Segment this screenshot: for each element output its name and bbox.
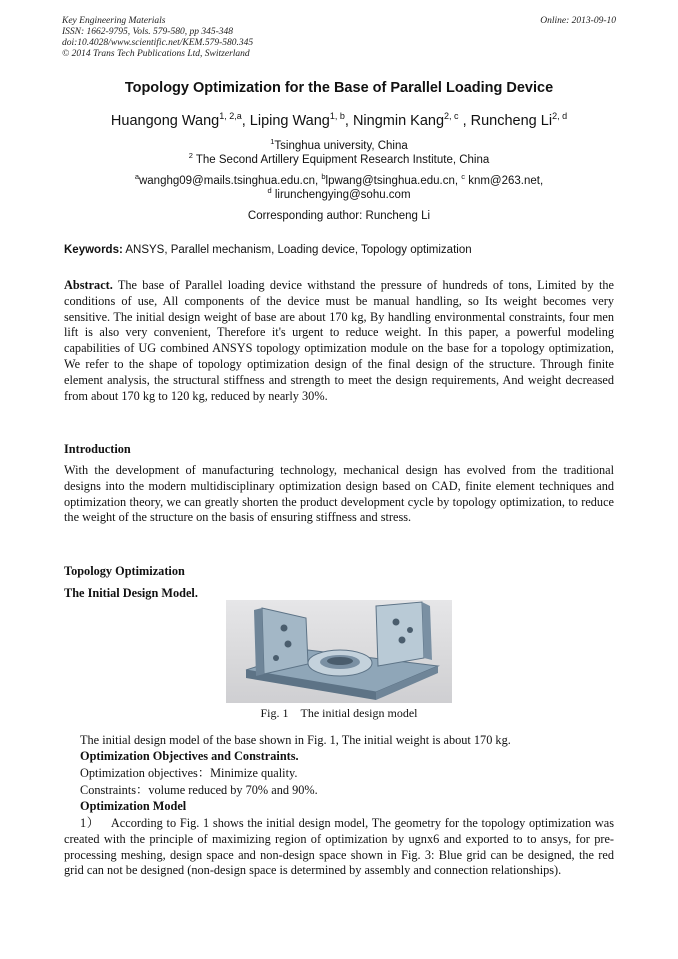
figure-caption: Fig. 1 The initial design model: [260, 706, 418, 720]
author-sup: 2, d: [552, 111, 568, 121]
author-name: Huangong Wang: [110, 113, 220, 129]
aff-sup: 2: [188, 151, 193, 160]
online-date: Online: 2013-09-10: [540, 16, 616, 26]
author-sup: 1, b: [329, 111, 345, 121]
journal-info: [62, 16, 253, 60]
objectives-text: Optimization objectives：Minimize quality.: [80, 766, 298, 780]
right-wall: [376, 602, 424, 666]
email-sup: b: [321, 172, 326, 181]
email-line-1: [0, 174, 678, 188]
journal-name: Key Engineering Materials: [62, 16, 166, 26]
model-render: [226, 600, 452, 703]
abstract-label: Abstract.: [64, 278, 113, 292]
author-name: , Runcheng Li: [458, 113, 553, 129]
email: knm@263.net,: [465, 175, 544, 187]
author-sup: 2, c: [444, 111, 459, 121]
affiliation-1: [0, 139, 678, 153]
affiliation-2: [0, 153, 678, 167]
email-sup: a: [134, 172, 139, 181]
aff-sup: 1: [270, 137, 275, 146]
keywords-text: ANSYS, Parallel mechanism, Loading device, Topology optimization: [122, 244, 472, 256]
keywords-label: Keywords:: [64, 244, 123, 256]
email: wanghg09@mails.tsinghua.edu.cn,: [138, 175, 322, 187]
right-hole: [407, 627, 413, 633]
objectives-heading: Optimization Objectives and Constraints.: [80, 749, 299, 763]
email: lirunchengying@sohu.com: [271, 189, 411, 201]
email: lpwang@tsinghua.edu.cn,: [325, 175, 462, 187]
left-hole: [273, 655, 279, 661]
center-hole-inner: [327, 657, 353, 665]
journal-doi: doi:10.4028/www.scientific.net/KEM.579-580.345: [62, 38, 254, 48]
right-hole: [399, 637, 406, 644]
left-hole: [285, 641, 292, 648]
email-sup: d: [267, 186, 272, 195]
paper-title: Topology Optimization for the Base of Parallel Loading Device: [124, 80, 554, 96]
email-line-2: [0, 188, 678, 202]
corresponding-author: Corresponding author: Runcheng Li: [247, 210, 431, 222]
journal-issn: ISSN: 1662-9795, Vols. 579-580, pp 345-348: [62, 27, 233, 37]
initial-model-heading: The Initial Design Model.: [64, 586, 198, 600]
aff-text: Tsinghua university, China: [274, 140, 408, 152]
optimization-model-heading: Optimization Model: [80, 799, 187, 813]
journal-copyright: © 2014 Trans Tech Publications Ltd, Switzerland: [62, 49, 250, 59]
aff-text: The Second Artillery Equipment Research Institute, China: [192, 154, 490, 166]
figure-initial-design-model: [226, 600, 452, 703]
author-list: [0, 113, 678, 129]
right-hole: [393, 619, 400, 626]
introduction-text: With the development of manufacturing technology, mechanical design has evolved from the traditional designs into the modern multidisciplinary optimization design based on CAD, finite element techniques and optimization theory, we can greatly shorten the product development cycle by topology optimization, to reduce the weight of the structure on the basis of ensuring stiffness and stress.: [64, 463, 614, 525]
author-name: , Ningmin Kang: [344, 113, 445, 129]
introduction-heading: Introduction: [64, 442, 131, 456]
author-name: , Liping Wang: [241, 113, 330, 129]
keywords: [64, 244, 616, 256]
constraints-text: Constraints：volume reduced by 70% and 90%.: [80, 783, 318, 797]
left-hole: [281, 625, 288, 632]
abstract-text: The base of Parallel loading device withstand the pressure of hundreds of tons, Limited by the conditions of use, All components of the device must be manual handling, so Its weight becomes very sensitive. The initial design weight of base are about 170 kg, By handling environmental constraints, four men lift is also very convenient, Therefore it's urgent to reduce weight. In this paper, a powerful modeling capabilities of UG combined ANSYS topology optimization module on the base for a topology optimization, We refer to the shape of topology optimization design of the final design of the structure. Through finite element analysis, the structural stiffness and strength to meet the design requirements, And weight decreased from about 170 kg to 120 kg, reduced by nearly 30%.: [64, 278, 614, 403]
email-sup: c: [461, 172, 465, 181]
optimization-model-text: 1） According to Fig. 1 shows the initial design model, The geometry for the topology optimization was created with the principle of maximizing region of optimization by ugnx6 and exported to to ansys, for pre-processing meshing, design space and non-design space shown in Fig. 3: Blue grid can be designed, the red grid can not be designed (non-design space is determined by assembly and connection relationships).: [64, 816, 614, 878]
author-sup: 1, 2,a: [219, 111, 242, 121]
abstract: [64, 278, 614, 404]
text-line: The initial design model of the base shown in Fig. 1, The initial weight is about 170 kg.: [80, 733, 511, 747]
left-wall: [262, 608, 308, 674]
topology-heading: Topology Optimization: [64, 564, 185, 578]
